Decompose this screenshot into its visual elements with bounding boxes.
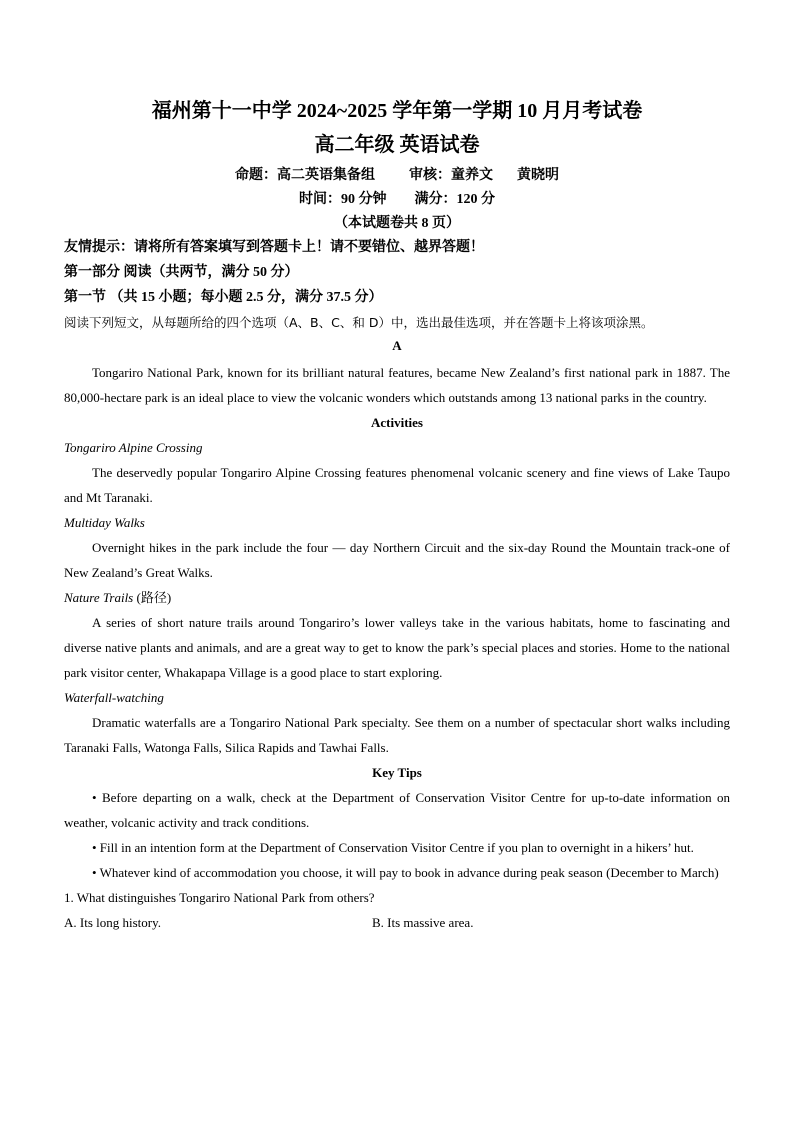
exam-authors (64, 166, 730, 186)
option-b: B. Its massive area. (372, 915, 474, 930)
tip-2: • Fill in an intention form at the Department of Conservation Visitor Centre if you plan to overnight in a hikers’ hut. (92, 840, 694, 855)
question-1-stem: 1. What distinguishes Tongariro National Park from others? (64, 890, 375, 905)
score-text: 满分：120 分 (414, 192, 495, 207)
question-1-options (64, 910, 730, 935)
passage-intro: Tongariro National Park, known for its brilliant natural features, became New Zealand’s first national park in 1887. The 80,000-hectare park is an ideal place to view the volcanic wonders which outstands among 13 national parks in the country. (64, 365, 730, 405)
reviewer-text: 审核：童养文 (409, 168, 493, 183)
pages-note: （本试题卷共 8 页） (334, 216, 460, 231)
multiday-walks-title: Multiday Walks (64, 515, 145, 530)
activities-heading: Activities (371, 415, 423, 430)
alpine-crossing-text: The deservedly popular Tongariro Alpine Crossing features phenomenal volcanic scenery and fine views of Lake Taupo and Mt Taranaki. (64, 465, 730, 505)
exam-title: 福州第十一中学 2024~2025 学年第一学期 10 月月考试卷 (151, 100, 643, 122)
tip-1: • Before departing on a walk, check at the Department of Conservation Visitor Centre for up-to-date information on weather, volcanic activity and track conditions. (64, 790, 730, 830)
instruction-text: 阅读下列短文，从每题所给的四个选项（A、B、C、和 D）中，选出最佳选项，并在答题卡上将该项涂黑。 (64, 315, 654, 330)
key-tips-heading: Key Tips (372, 765, 422, 780)
nature-trails-title-en: Nature Trails (64, 590, 134, 605)
time-text: 时间：90 分钟 (299, 192, 387, 207)
nature-trails-title (64, 585, 730, 610)
exam-subtitle: 高二年级 英语试卷 (314, 134, 480, 156)
nature-trails-text: A series of short nature trails around Tongariro’s lower valleys take in the various habitats, home to fascinating and diverse native plants and animals, and are a great way to get to know the park’s special places and stories. Home to the national park visitor center, Whakapapa Village is a good place to start exploring. (64, 615, 730, 680)
tip-3: • Whatever kind of accommodation you choose, it will pay to book in advance during peak season (December to March) (92, 865, 719, 880)
waterfall-watching-title: Waterfall-watching (64, 690, 164, 705)
exam-time-score (64, 190, 730, 210)
nature-trails-title-cn: (路径) (133, 590, 172, 605)
reviewer2-text: 黄晓明 (517, 168, 559, 183)
multiday-walks-text: Overnight hikes in the park include the four — day Northern Circuit and the six-day Round the Mountain track-one of New Zealand’s Great Walks. (64, 540, 730, 580)
alpine-crossing-title: Tongariro Alpine Crossing (64, 440, 203, 455)
section-heading: 第一节 （共 15 小题；每小题 2.5 分，满分 37.5 分） (64, 290, 383, 305)
option-a: A. Its long history. (64, 915, 162, 930)
passage-label: A (392, 338, 402, 353)
friendly-reminder: 友情提示：请将所有答案填写到答题卡上！请不要错位、越界答题！ (64, 240, 484, 255)
part-heading: 第一部分 阅读（共两节，满分 50 分） (64, 265, 299, 280)
waterfall-watching-text: Dramatic waterfalls are a Tongariro National Park specialty. See them on a number of spectacular short walks including Taranaki Falls, Watonga Falls, Silica Rapids and Tawhai Falls. (64, 715, 730, 755)
setter-text: 命题：高二英语集备组 (235, 168, 375, 183)
